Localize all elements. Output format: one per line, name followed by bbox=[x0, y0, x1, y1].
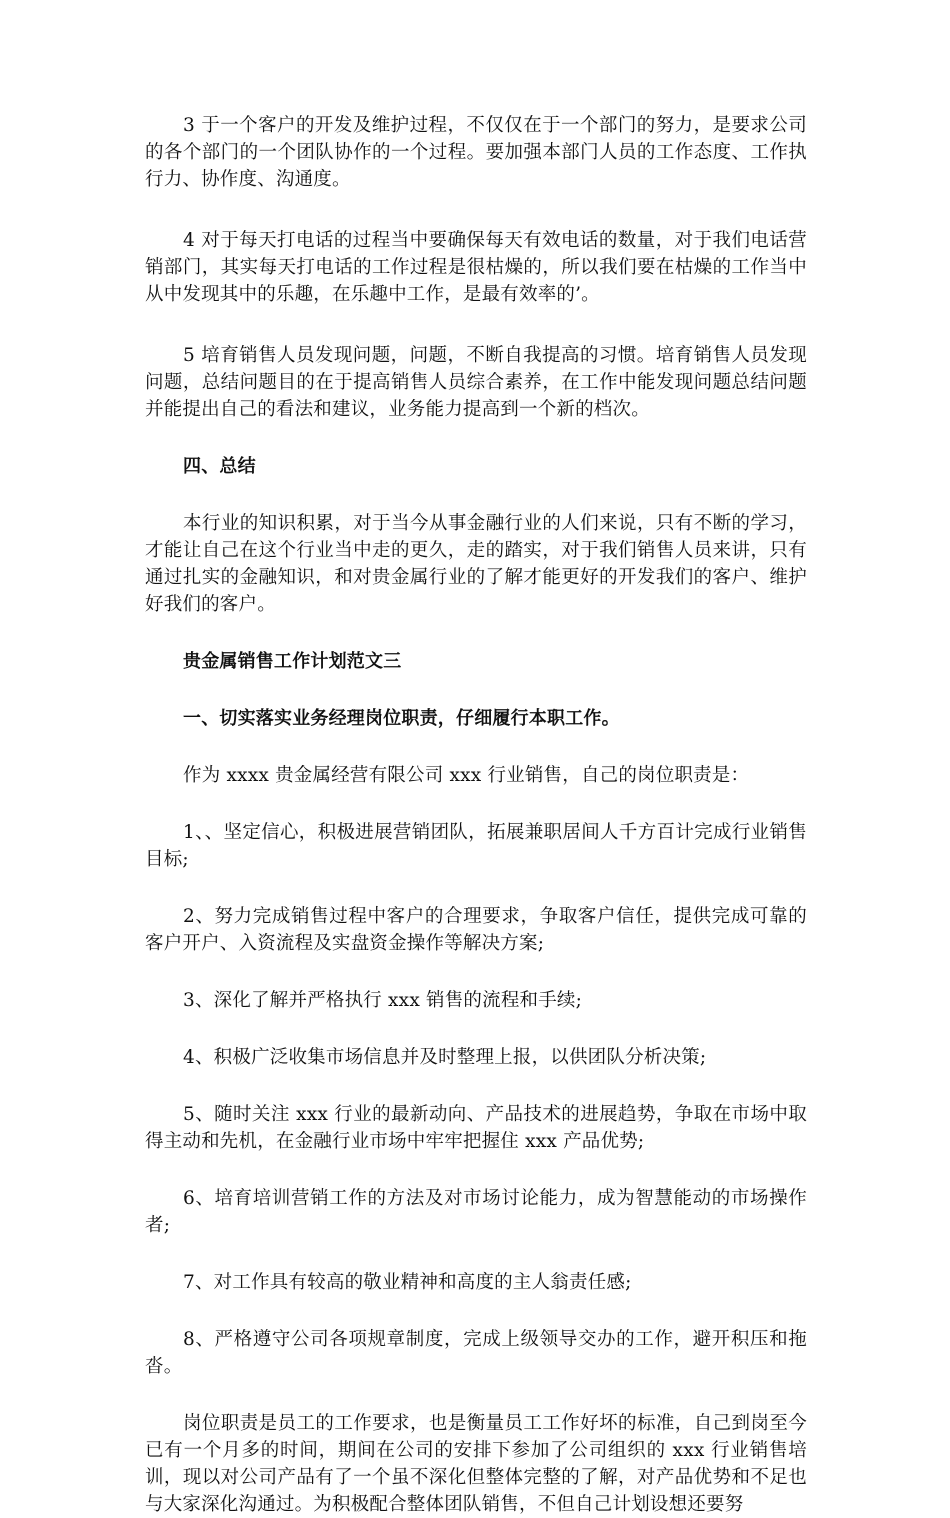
list-item-4: 4、积极广泛收集市场信息并及时整理上报，以供团队分析决策; bbox=[183, 1047, 707, 1068]
paragraph-point-3: 3 于一个客户的开发及维护过程，不仅仅在于一个部门的努力，是要求公司的各个部门的一个团队协作的一个过程。要加强本部门人员的工作态度、工作执行力、协作度、沟通度。 bbox=[145, 115, 807, 190]
document-page bbox=[145, 112, 807, 1518]
paragraph-summary: 本行业的知识积累，对于当今从事金融行业的人们来说，只有不断的学习，才能让自己在这个行业当中走的更久，走的踏实，对于我们销售人员来讲，只有通过扎实的金融知识，和对贵金属行业的了解才能更好的开发我们的客户、维护好我们的客户。 bbox=[145, 513, 807, 615]
list-item-7: 7、对工作具有较高的敬业精神和高度的主人翁责任感; bbox=[183, 1272, 632, 1293]
list-item-3: 3、深化了解并严格执行 xxx 销售的流程和手续; bbox=[183, 990, 583, 1011]
list-item-5: 5、随时关注 xxx 行业的最新动向、产品技术的进展趋势，争取在市场中取得主动和先机，在金融行业市场中牢牢把握住 xxx 产品优势; bbox=[145, 1104, 807, 1152]
paragraph-intro: 作为 xxxx 贵金属经营有限公司 xxx 行业销售，自己的岗位职责是： bbox=[183, 765, 750, 786]
paragraph-point-4: 4 对于每天打电话的过程当中要确保每天有效电话的数量，对于我们电话营销部门，其实每天打电话的工作过程是很枯燥的，所以我们要在枯燥的工作当中从中发现其中的乐趣，在乐趣中工作，是最有效率的’。 bbox=[145, 230, 807, 305]
section-heading-summary: 四、总结 bbox=[183, 456, 256, 477]
paragraph-point-5: 5 培育销售人员发现问题，问题，不断自我提高的习惯。培育销售人员发现问题，总结问题目的在于提高销售人员综合素养，在工作中能发现问题总结问题并能提出自己的看法和建议，业务能力提高到一个新的档次。 bbox=[145, 345, 807, 420]
document-title-three: 贵金属销售工作计划范文三 bbox=[183, 651, 402, 672]
section-heading-one: 一、切实落实业务经理岗位职责，仔细履行本职工作。 bbox=[183, 708, 620, 729]
list-item-6: 6、培育培训营销工作的方法及对市场讨论能力，成为智慧能动的市场操作者; bbox=[145, 1188, 807, 1236]
list-item-2: 2、努力完成销售过程中客户的合理要求，争取客户信任，提供完成可靠的客户开户、入资流程及实盘资金操作等解决方案; bbox=[145, 906, 807, 954]
list-item-1: 1、、坚定信心，积极进展营销团队，拓展兼职居间人千方百计完成行业销售目标; bbox=[145, 822, 807, 870]
list-item-8: 8、严格遵守公司各项规章制度，完成上级领导交办的工作，避开积压和拖沓。 bbox=[145, 1329, 807, 1377]
paragraph-closing: 岗位职责是员工的工作要求，也是衡量员工工作好坏的标准，自己到岗至今已有一个月多的时间，期间在公司的安排下参加了公司组织的 xxx 行业销售培训，现以对公司产品有了一个虽不深化但整体完整的了解，对产品优势和不足也与大家深化沟通过。为积极配合整体团队销售，不但自己计划设想还要努 bbox=[145, 1413, 807, 1515]
